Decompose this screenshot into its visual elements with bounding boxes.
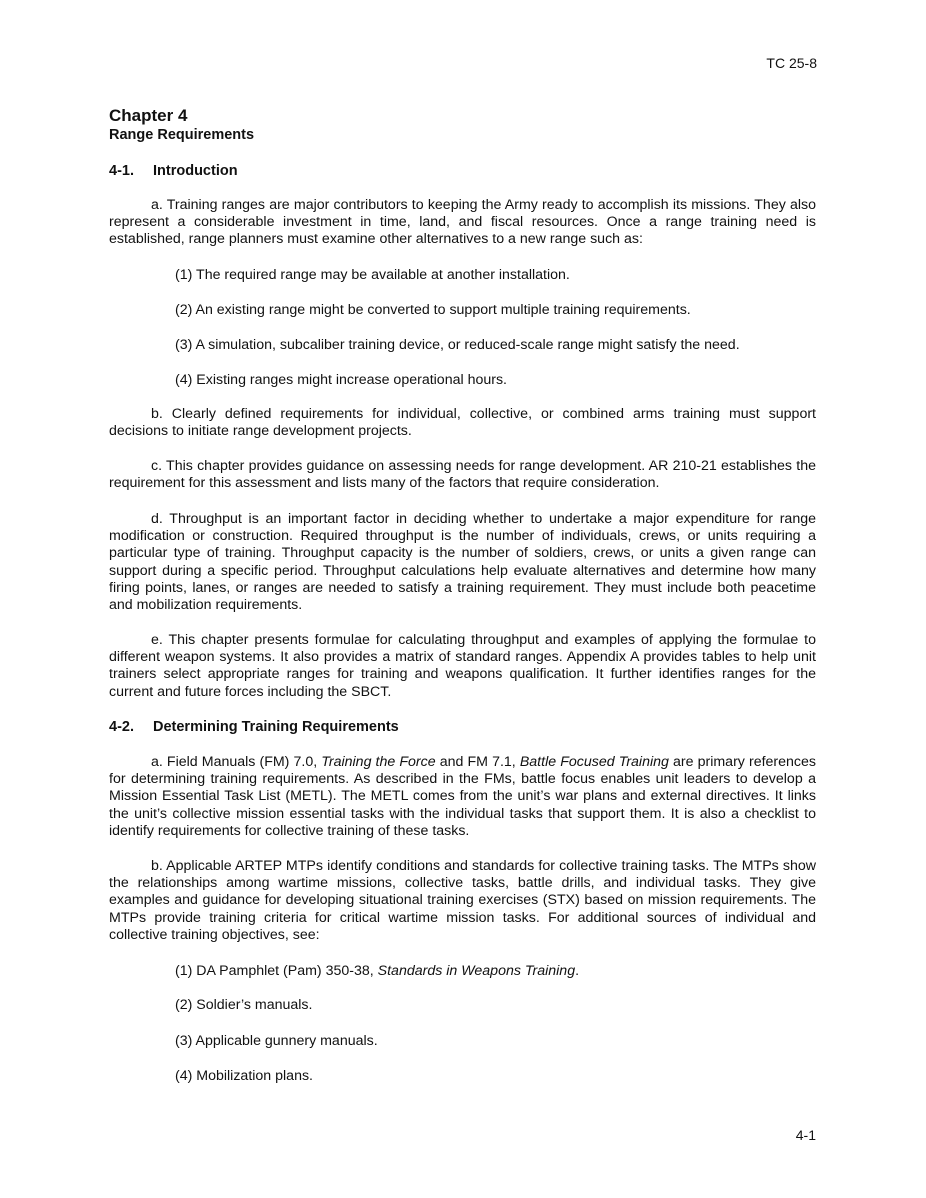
list-item-4-2-b-4: (4) Mobilization plans. <box>175 1068 313 1084</box>
paragraph-4-2-b: b. Applicable ARTEP MTPs identify conditions and standards for collective training tasks. The MTPs show the relationships among wartime missions, collective tasks, battle drills, and individual tasks. They give examples and guidance for developing situational training exercises (STX) based on mission requirements. The MTPs provide training criteria for critical wartime mission tasks. For additional sources of individual and collective training objectives, see: <box>109 858 816 943</box>
paragraph-mid: and FM 7.1, <box>435 754 520 770</box>
section-title: Determining Training Requirements <box>153 719 399 735</box>
section-heading-4-1 <box>109 163 238 179</box>
list-item-4-1-a-1: (1) The required range may be available at another installation. <box>175 267 570 283</box>
section-number: 4-2. <box>109 719 134 735</box>
paragraph-4-2-a <box>109 754 816 840</box>
list-item-4-2-b-3: (3) Applicable gunnery manuals. <box>175 1033 378 1049</box>
section-heading-4-2 <box>109 719 399 735</box>
pam-title: Standards in Weapons Training <box>377 963 576 979</box>
paragraph-rest: are primary references for determining training requirements. As described in the FMs, battle focus enables unit leaders to develop a Mission Essential Task List (METL). The METL comes from the unit’s war plans and external directives. It links the unit’s collective mission essential tasks with the individual tasks that support them. It is also a checklist to identify requirements for collective training of these tasks. <box>109 754 817 839</box>
paragraph-4-1-e: e. This chapter presents formulae for calculating throughput and examples of applying the formulae to different weapon systems. It also provides a matrix of standard ranges. Appendix A provides tables to help unit trainers select appropriate ranges for training and weapons qualification. It further identifies ranges for the current and future forces including the SBCT. <box>109 632 816 700</box>
section-number: 4-1. <box>109 163 134 179</box>
paragraph-4-1-b: b. Clearly defined requirements for individual, collective, or combined arms training must support decisions to initiate range development projects. <box>109 406 816 440</box>
chapter-title: Range Requirements <box>109 127 255 143</box>
paragraph-4-1-a: a. Training ranges are major contributors to keeping the Army ready to accomplish its missions. They also represent a considerable investment in time, land, and fiscal resources. Once a range training need is established, range planners must examine other alternatives to a new range such as: <box>109 197 816 248</box>
list-tail: . <box>575 963 580 979</box>
list-item-4-1-a-3: (3) A simulation, subcaliber training device, or reduced-scale range might satisfy the need. <box>175 337 740 353</box>
paragraph-lead: a. Field Manuals (FM) 7.0, <box>151 754 322 770</box>
fm-title-training-the-force: Training the Force <box>321 754 436 770</box>
paragraph-4-1-c: c. This chapter provides guidance on assessing needs for range development. AR 210-21 establishes the requirement for this assessment and lists many of the factors that require consideration. <box>109 458 816 492</box>
list-lead: (1) DA Pamphlet (Pam) 350-38, <box>175 963 378 979</box>
section-title: Introduction <box>153 163 238 179</box>
fm-title-battle-focused-training: Battle Focused Training <box>519 754 669 770</box>
paragraph-4-1-d: d. Throughput is an important factor in deciding whether to undertake a major expenditure for range modification or construction. Required throughput is the number of individuals, crews, or units requiring a particular type of training. Throughput capacity is the number of soldiers, crews, or units a given range can support during a specific period. Throughput calculations help evaluate alternatives and determine how many firing points, lanes, or ranges are needed to satisfy a training requirement. They must include both peacetime and mobilization requirements. <box>109 511 816 614</box>
list-item-4-1-a-4: (4) Existing ranges might increase operational hours. <box>175 372 507 388</box>
list-item-4-2-b-2: (2) Soldier’s manuals. <box>175 997 313 1013</box>
chapter-number: Chapter 4 <box>109 106 188 125</box>
list-item-4-1-a-2: (2) An existing range might be converted to support multiple training requirements. <box>175 302 691 318</box>
page-header-doc-id: TC 25-8 <box>766 55 817 71</box>
list-item-4-2-b-1 <box>175 963 579 980</box>
page-number: 4-1 <box>795 1127 816 1143</box>
